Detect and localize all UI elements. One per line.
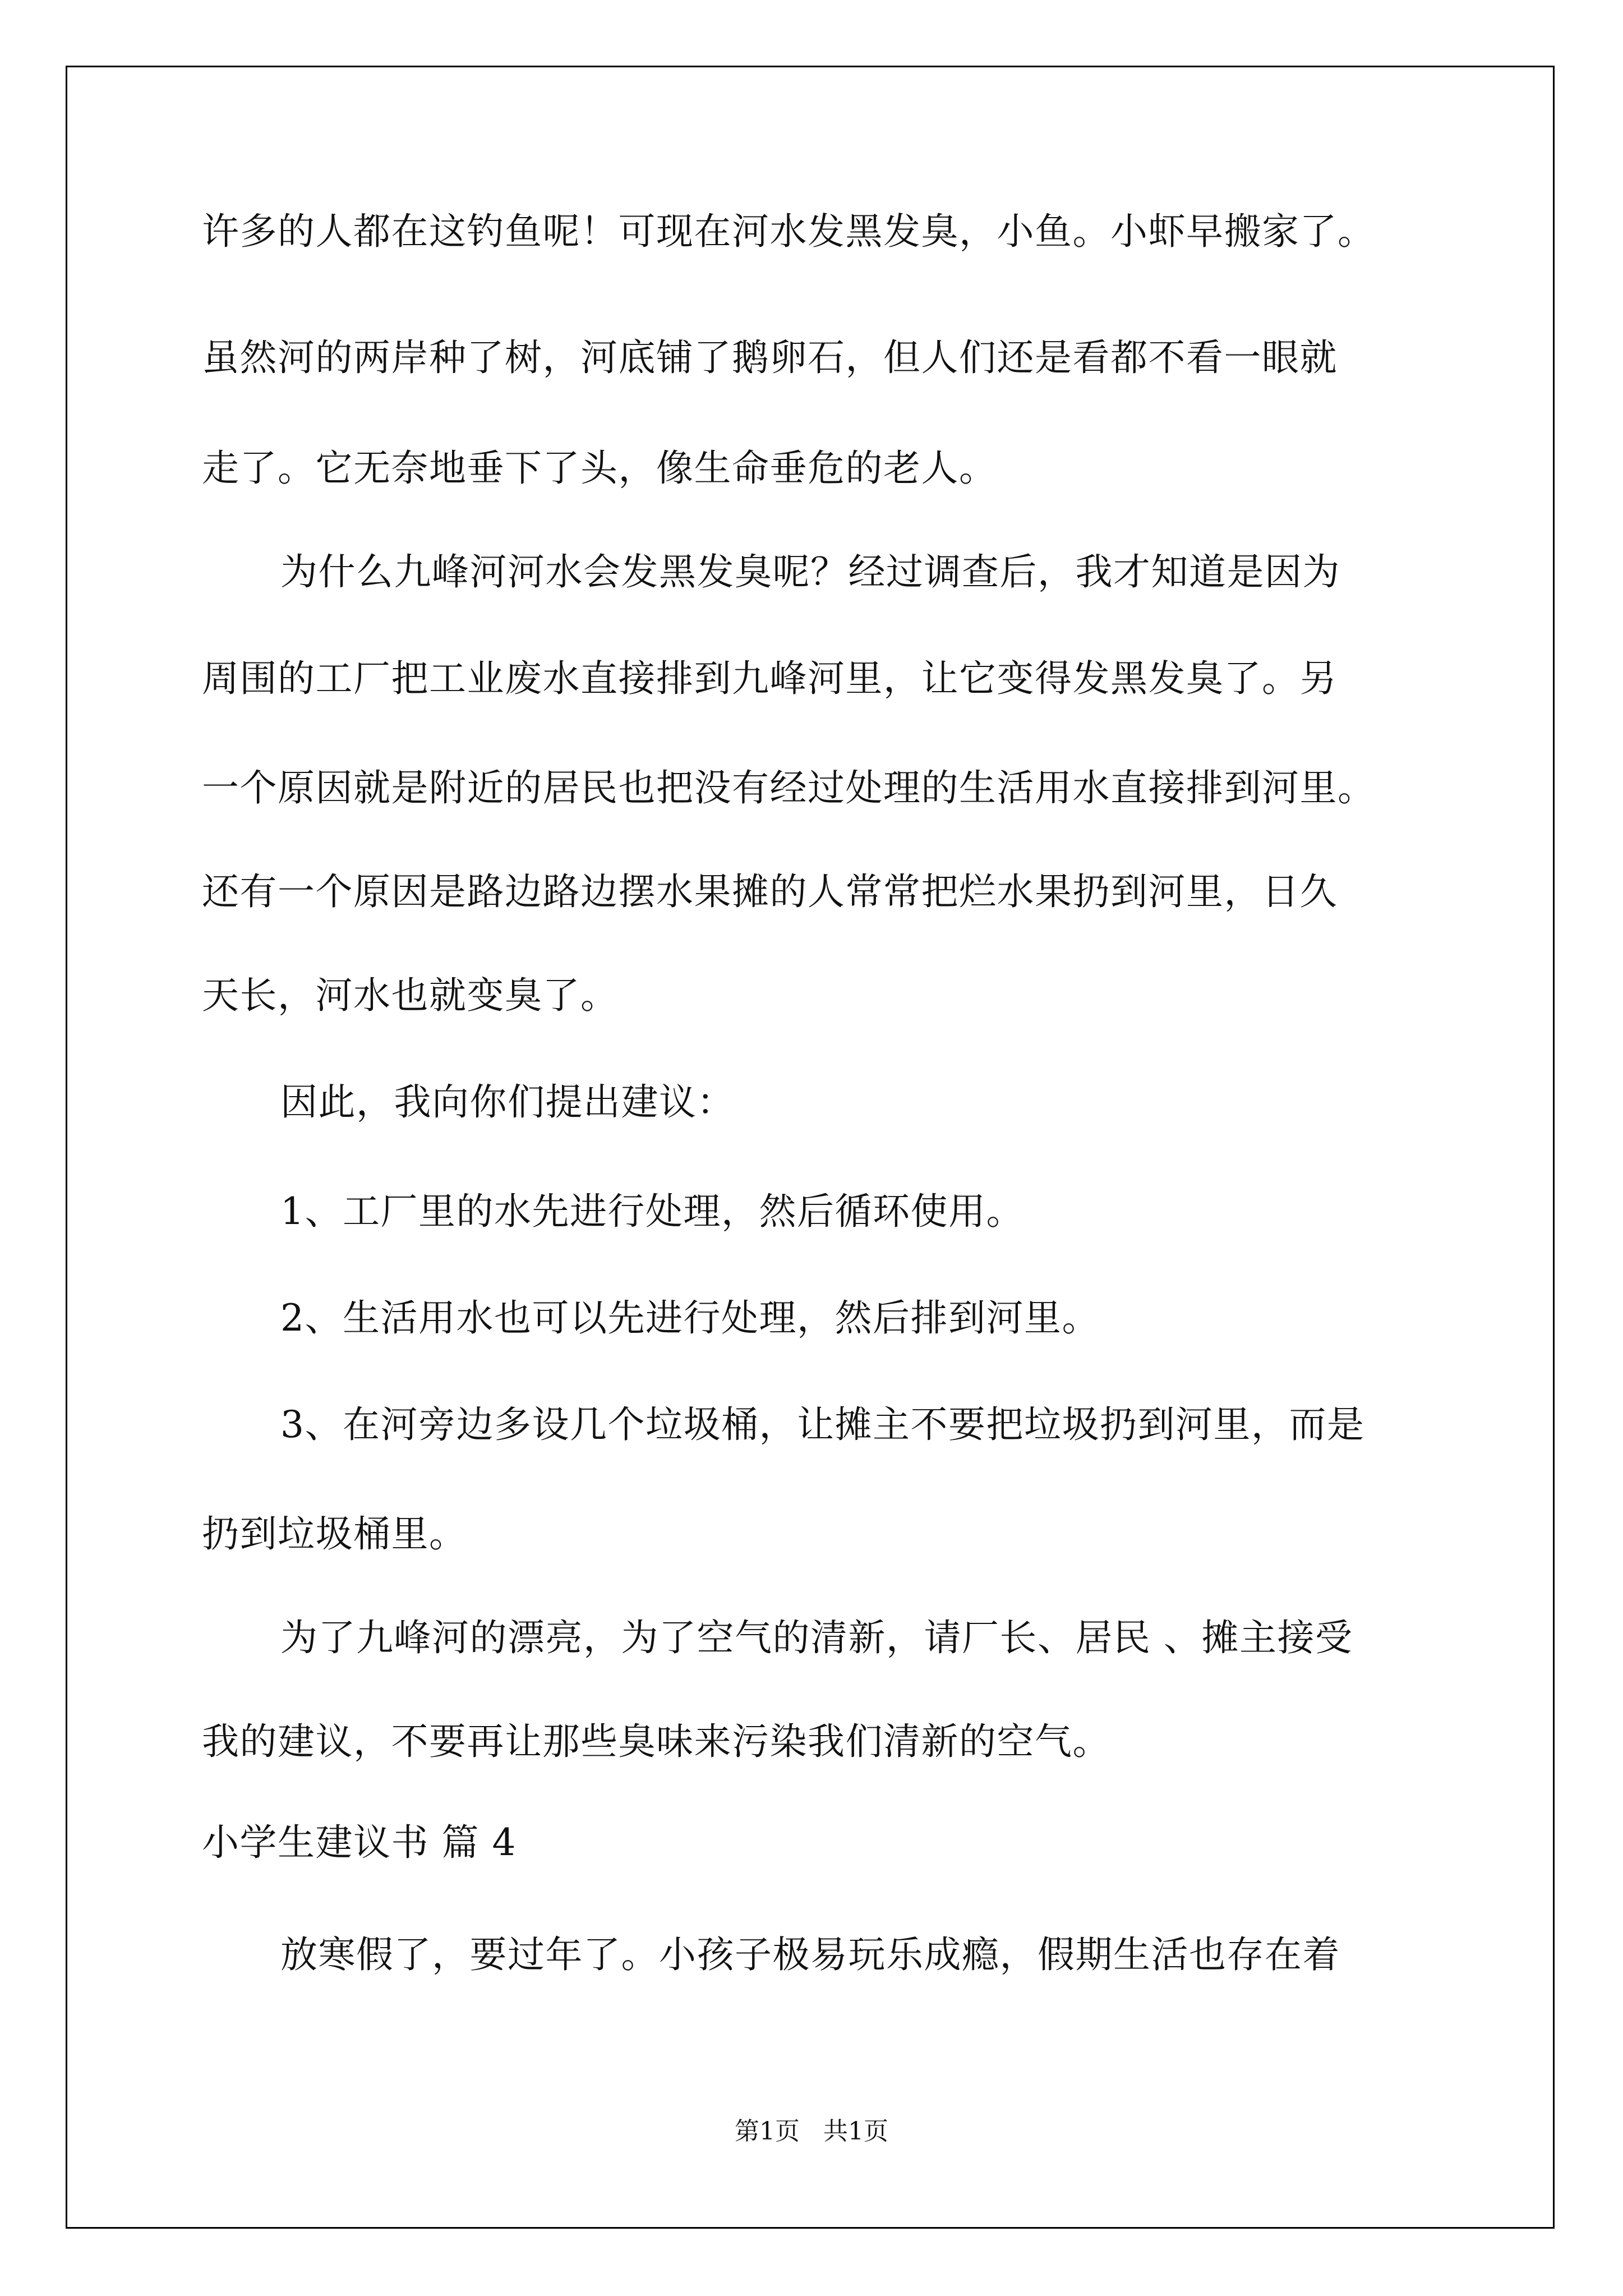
text-line-10: 1、工厂里的水先进行处理，然后循环使用。 <box>280 1190 1024 1233</box>
page-footer: 第1页 共1页 <box>735 2117 888 2146</box>
text-line-2: 虽然河的两岸种了树，河底铺了鹅卵石，但人们还是看都不看一眼就 <box>202 336 1338 379</box>
section-heading: 小学生建议书 篇 4 <box>202 1821 517 1864</box>
page-border <box>66 66 1555 2229</box>
text-line-14: 为了九峰河的漂亮，为了空气的清新，请厂长、居民 、摊主接受 <box>280 1616 1353 1659</box>
text-line-9: 因此，我向你们提出建议： <box>280 1080 735 1124</box>
text-line-11: 2、生活用水也可以先进行处理，然后排到河里。 <box>280 1296 1100 1340</box>
text-line-13: 扔到垃圾桶里。 <box>202 1512 467 1556</box>
text-line-4: 为什么九峰河河水会发黑发臭呢？经过调查后，我才知道是因为 <box>280 550 1340 593</box>
text-line-15: 我的建议，不要再让那些臭味来污染我们清新的空气。 <box>202 1720 1110 1763</box>
text-line-17: 放寒假了，要过年了。小孩子极易玩乐成瘾，假期生活也存在着 <box>280 1933 1340 1976</box>
text-line-1: 许多的人都在这钓鱼呢！可现在河水发黑发臭，小鱼。小虾早搬家了。 <box>202 210 1376 253</box>
text-line-7: 还有一个原因是路边路边摆水果摊的人常常把烂水果扔到河里，日久 <box>202 870 1338 913</box>
text-line-8: 天长，河水也就变臭了。 <box>202 974 619 1017</box>
text-line-5: 周围的工厂把工业废水直接排到九峰河里，让它变得发黑发臭了。另 <box>202 657 1338 700</box>
text-line-3: 走了。它无奈地垂下了头，像生命垂危的老人。 <box>202 447 997 490</box>
text-line-12: 3、在河旁边多设几个垃圾桶，让摊主不要把垃圾扔到河里，而是 <box>280 1403 1365 1446</box>
text-line-6: 一个原因就是附近的居民也把没有经过处理的生活用水直接排到河里。 <box>202 766 1376 809</box>
